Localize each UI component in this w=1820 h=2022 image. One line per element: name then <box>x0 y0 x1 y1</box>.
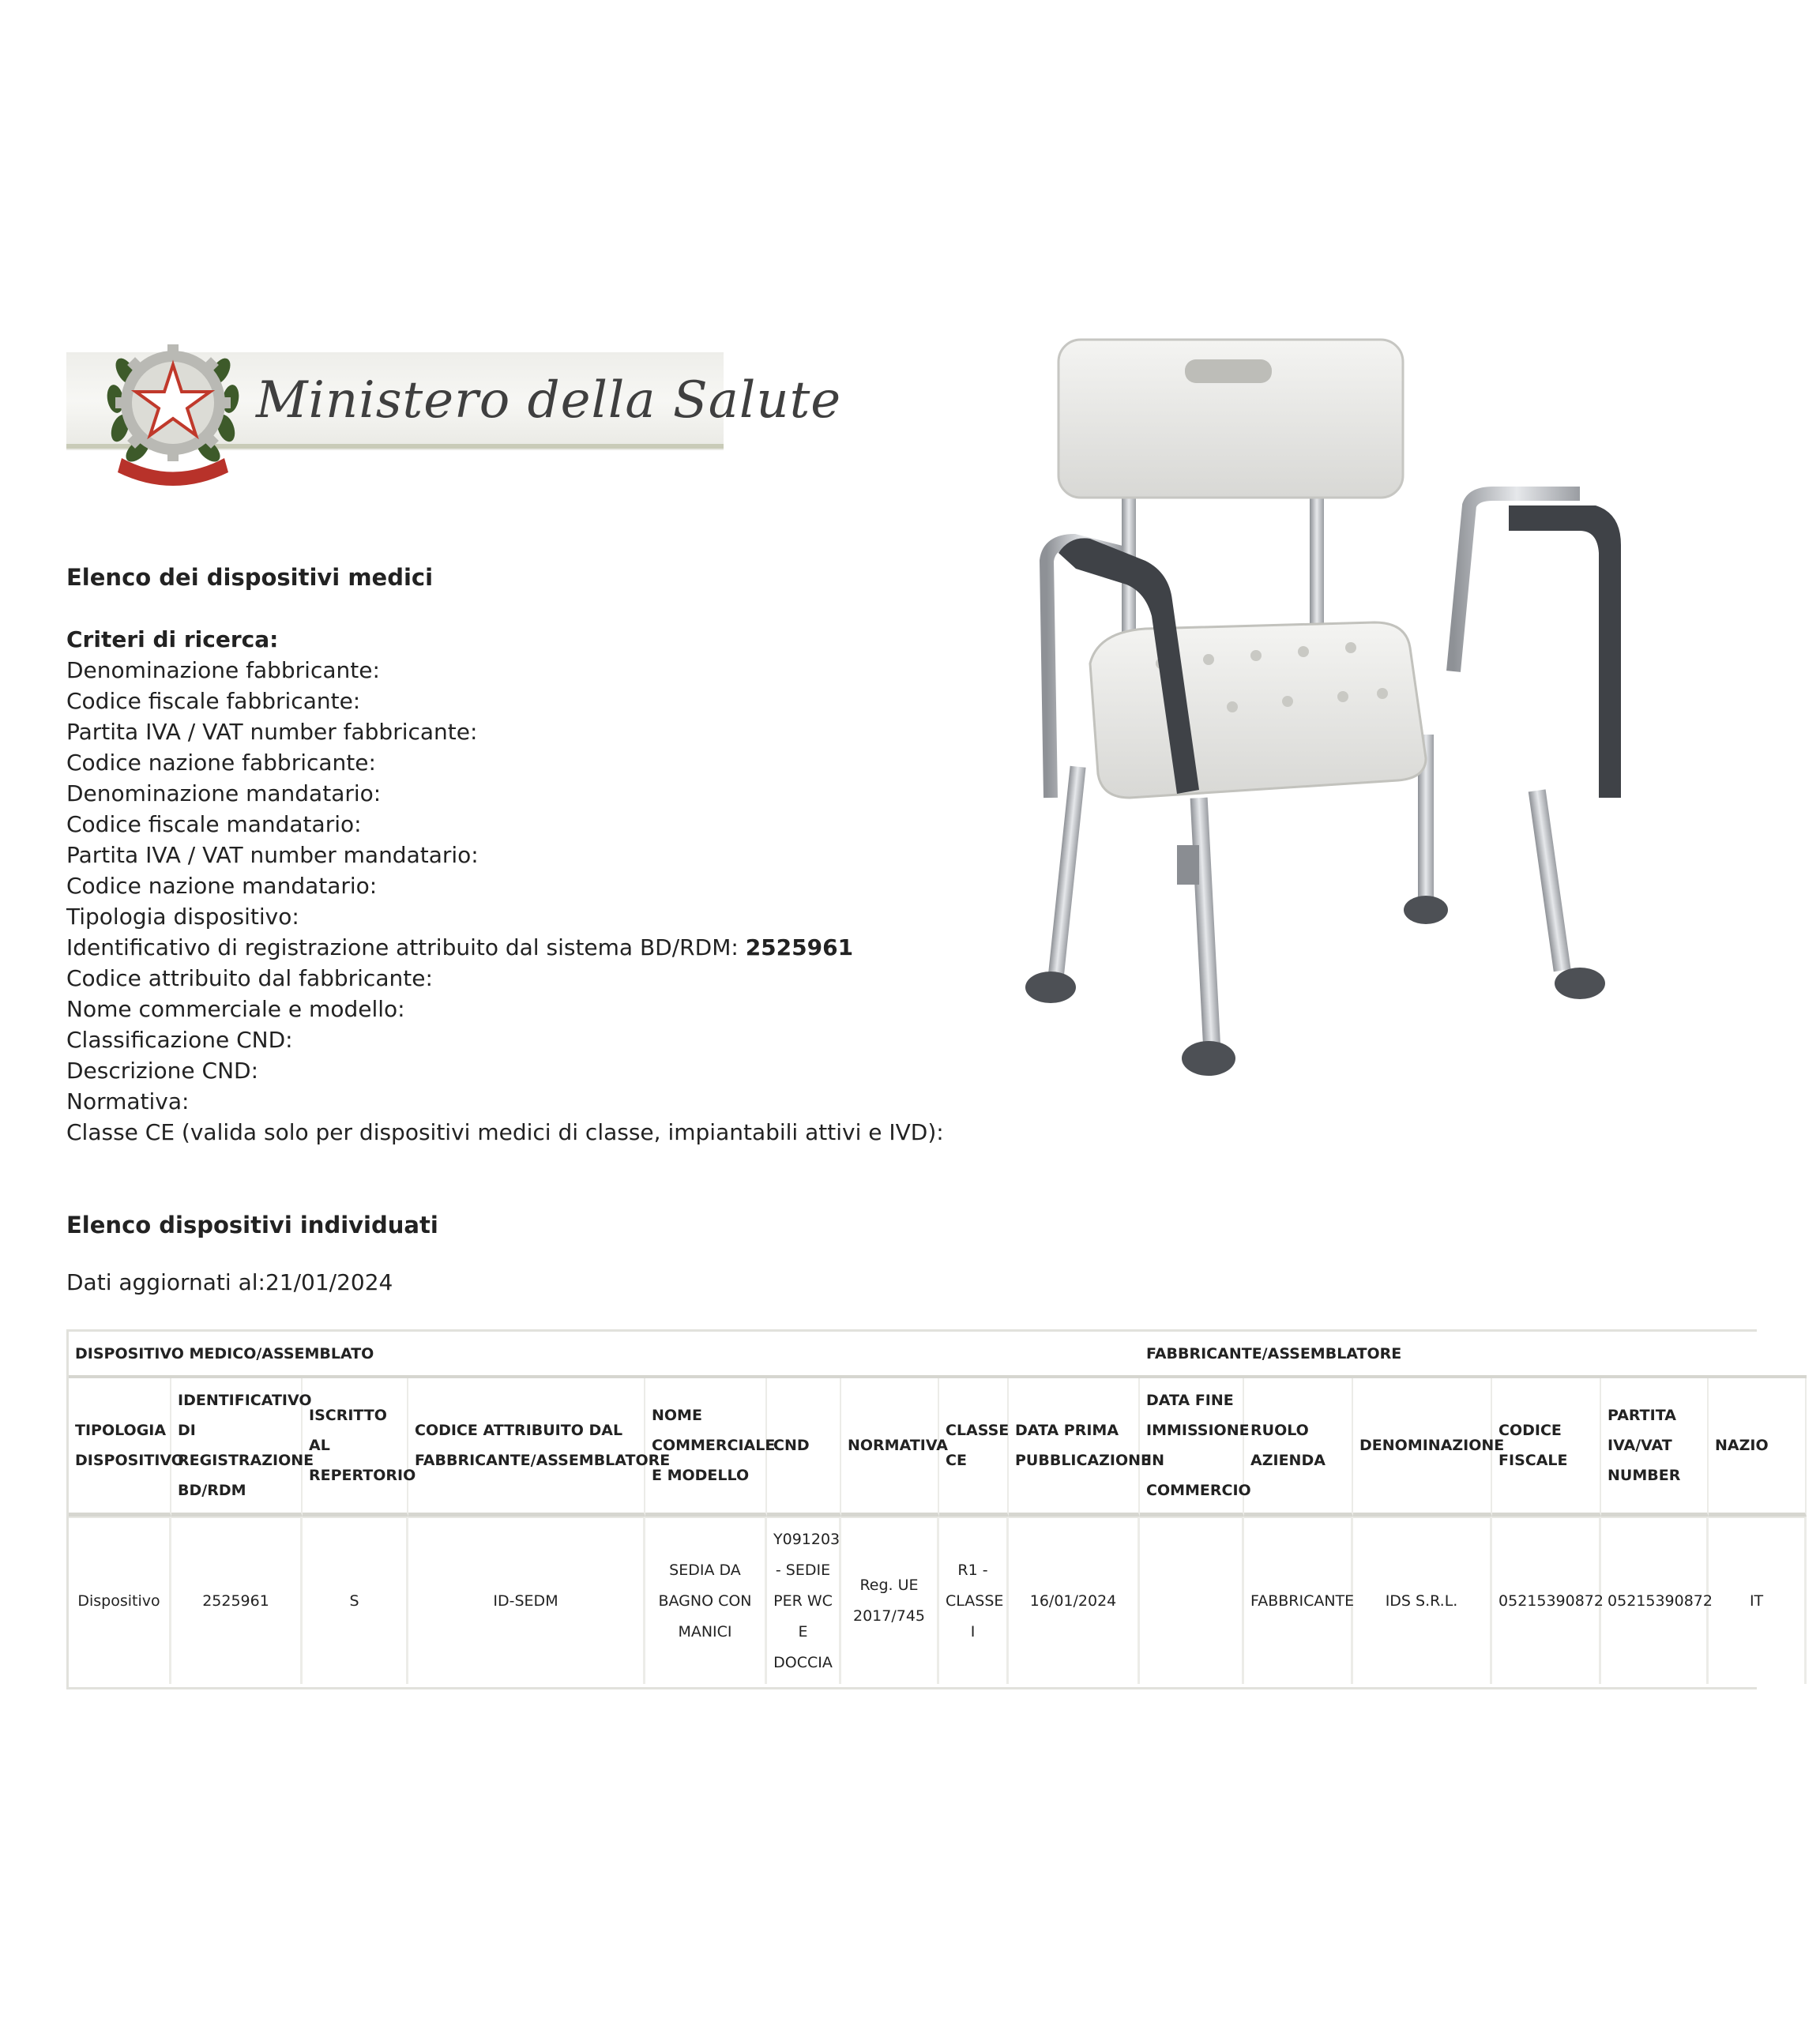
republic-emblem-icon <box>98 324 248 490</box>
column-header-line: CLASSE <box>946 1422 1010 1439</box>
column-header-line: DISPOSITIVO <box>75 1452 184 1469</box>
criteria-line <box>66 932 967 963</box>
table-cell <box>1353 1516 1492 1684</box>
criteria-label: Codice nazione fabbricante: <box>66 750 376 776</box>
table-cell-line: 16/01/2024 <box>1029 1592 1117 1610</box>
criteria-line <box>66 963 967 994</box>
column-header <box>645 1378 776 1516</box>
criteria-line <box>66 1024 967 1055</box>
column-group-row <box>69 1332 1807 1378</box>
criteria-label: Normativa: <box>66 1088 190 1114</box>
table-cell-line: DOCCIA <box>773 1653 833 1671</box>
criteria-label: Partita IVA / VAT number fabbricante: <box>66 719 478 745</box>
criteria-line <box>66 1086 967 1117</box>
table-cell-line: E <box>798 1622 808 1641</box>
column-header-line: DATA FINE <box>1146 1392 1234 1409</box>
criteria-label: Tipologia dispositivo: <box>66 904 299 930</box>
page-title: Elenco dei dispositivi medici <box>66 564 434 591</box>
column-header-line: PARTITA <box>1608 1407 1676 1424</box>
table-cell-line: IDS S.R.L. <box>1385 1592 1458 1610</box>
table-cell-line: Dispositivo <box>77 1592 160 1610</box>
column-header-line: AZIENDA <box>1250 1452 1326 1469</box>
column-header-row <box>69 1378 1807 1516</box>
table-cell <box>841 1516 939 1684</box>
table-cell-line: MANICI <box>678 1622 732 1641</box>
column-header-line: PUBBLICAZIONE <box>1015 1452 1152 1469</box>
column-header <box>1140 1378 1251 1516</box>
data-updated-date: Dati aggiornati al:21/01/2024 <box>66 1269 393 1295</box>
table-cell-line: 05215390872 <box>1498 1592 1604 1610</box>
criteria-line <box>66 870 967 901</box>
criteria-label: Descrizione CND: <box>66 1058 259 1084</box>
column-header-line: IVA/VAT <box>1608 1437 1672 1454</box>
column-header-line: COMMERCIALE <box>652 1437 776 1454</box>
criteria-label: Classe CE (valida solo per dispositivi medici di classe, impiantabili attivi e IVD): <box>66 1119 944 1145</box>
table-cell <box>645 1516 767 1684</box>
table-cell-line: CLASSE <box>946 1592 1004 1610</box>
column-header-line: TIPOLOGIA <box>75 1422 167 1439</box>
table-cell-line: ID-SEDM <box>493 1592 558 1610</box>
column-header-line: IDENTIFICATIVO <box>178 1392 312 1409</box>
column-header-line: DATA PRIMA <box>1015 1422 1119 1439</box>
criteria-title: Criteri di ricerca: <box>66 626 279 652</box>
table-cell-line: R1 - <box>957 1561 988 1579</box>
column-header <box>1601 1378 1709 1516</box>
column-header <box>171 1378 314 1516</box>
column-header-line: CODICE <box>1498 1422 1562 1439</box>
column-header <box>408 1378 671 1516</box>
column-header <box>1492 1378 1601 1516</box>
logo-wordmark: Ministero della Salute <box>256 371 842 430</box>
column-header-line: RUOLO <box>1250 1422 1309 1439</box>
results-title: Elenco dispositivi individuati <box>66 1212 438 1238</box>
table-cell-line: 05215390872 <box>1608 1592 1713 1610</box>
criteria-line <box>66 809 967 840</box>
column-header-line: COMMERCIO <box>1146 1482 1251 1499</box>
column-header-line: E MODELLO <box>652 1467 750 1484</box>
table-cell-line: - SEDIE <box>775 1561 831 1579</box>
column-header <box>1353 1378 1505 1516</box>
criteria-line <box>66 655 967 686</box>
table-cell-line: FABBRICANTE <box>1250 1592 1355 1610</box>
column-header <box>1009 1378 1152 1516</box>
criteria-label: Denominazione fabbricante: <box>66 657 380 683</box>
table-cell <box>1009 1516 1140 1684</box>
criteria-line <box>66 686 967 716</box>
criteria-value: 2525961 <box>745 934 854 960</box>
column-header <box>1244 1378 1353 1516</box>
table-cell-line: Reg. UE <box>859 1577 919 1594</box>
table-cell <box>1601 1516 1713 1684</box>
table-cell-line: PER WC <box>773 1592 833 1610</box>
table-cell-line: Y091203 <box>773 1530 840 1548</box>
table-cell <box>1492 1516 1604 1684</box>
column-header <box>69 1378 184 1516</box>
criteria-label: Partita IVA / VAT number mandatario: <box>66 842 479 868</box>
column-header-line: CODICE ATTRIBUITO DAL <box>415 1422 623 1439</box>
criteria-line <box>66 778 967 809</box>
criteria-label: Denominazione mandatario: <box>66 780 382 806</box>
ministry-logo <box>66 324 842 490</box>
table-cell-line: BAGNO CON <box>658 1592 752 1610</box>
criteria-label: Identificativo di registrazione attribuito dal sistema BD/RDM: <box>66 934 739 960</box>
table-cell-line: IT <box>1749 1592 1764 1610</box>
group-dispositivo: DISPOSITIVO MEDICO/ASSEMBLATO <box>69 1332 1140 1378</box>
search-criteria <box>66 624 967 1148</box>
criteria-line <box>66 747 967 778</box>
column-header-line: NOME <box>652 1407 702 1424</box>
table-cell-line: S <box>349 1592 359 1610</box>
column-header <box>303 1378 416 1516</box>
column-header-line: IMMISSIONE <box>1146 1422 1250 1439</box>
criteria-label: Codice attribuito dal fabbricante: <box>66 965 433 991</box>
table-cell <box>767 1516 841 1684</box>
table-cell-line: SEDIA DA <box>669 1561 741 1579</box>
column-header-line: ISCRITTO AL <box>309 1407 387 1454</box>
column-header-line: CE <box>946 1452 967 1469</box>
column-header-line: DI <box>178 1422 196 1439</box>
column-header <box>767 1378 841 1516</box>
column-header-line: CND <box>773 1437 810 1454</box>
column-header-line: DENOMINAZIONE <box>1359 1437 1505 1454</box>
table-row <box>69 1516 1807 1684</box>
table-cell <box>1709 1516 1807 1684</box>
column-header-line: NAZIO <box>1715 1437 1769 1454</box>
column-header-line: FISCALE <box>1498 1452 1568 1469</box>
table-cell-line: 2017/745 <box>852 1607 926 1625</box>
criteria-label: Codice nazione mandatario: <box>66 873 378 899</box>
criteria-label: Classificazione CND: <box>66 1027 293 1053</box>
criteria-line <box>66 716 967 747</box>
table-cell <box>171 1516 303 1684</box>
table-cell-line: 2525961 <box>202 1592 269 1610</box>
criteria-label: Codice fiscale fabbricante: <box>66 688 361 714</box>
table-cell <box>1244 1516 1353 1684</box>
table-cell <box>1140 1516 1244 1684</box>
column-header <box>939 1378 1009 1516</box>
column-header-line: REGISTRAZIONE <box>178 1452 314 1469</box>
criteria-line <box>66 1117 967 1148</box>
column-header-line: BD/RDM <box>178 1482 246 1499</box>
results-table <box>66 1329 1769 1689</box>
group-fabbricante: FABBRICANTE/ASSEMBLATORE <box>1140 1332 1807 1378</box>
table-cell <box>408 1516 645 1684</box>
column-header-line: IN <box>1146 1452 1164 1469</box>
column-header-line: FABBRICANTE/ASSEMBLATORE <box>415 1452 671 1469</box>
criteria-label: Nome commerciale e modello: <box>66 996 405 1022</box>
column-header-line: REPERTORIO <box>309 1467 416 1484</box>
column-header <box>841 1378 948 1516</box>
column-header <box>1709 1378 1807 1516</box>
column-header-line: NORMATIVA <box>848 1437 948 1454</box>
table-cell <box>69 1516 171 1684</box>
table-cell-line: I <box>970 1622 976 1641</box>
column-header-line: NUMBER <box>1608 1467 1681 1484</box>
criteria-line <box>66 901 967 932</box>
criteria-line <box>66 994 967 1024</box>
table-cell <box>303 1516 408 1684</box>
criteria-label: Codice fiscale mandatario: <box>66 811 362 837</box>
table-cell <box>939 1516 1009 1684</box>
criteria-line <box>66 1055 967 1086</box>
product-photo <box>1027 324 1659 1177</box>
criteria-line <box>66 840 967 870</box>
